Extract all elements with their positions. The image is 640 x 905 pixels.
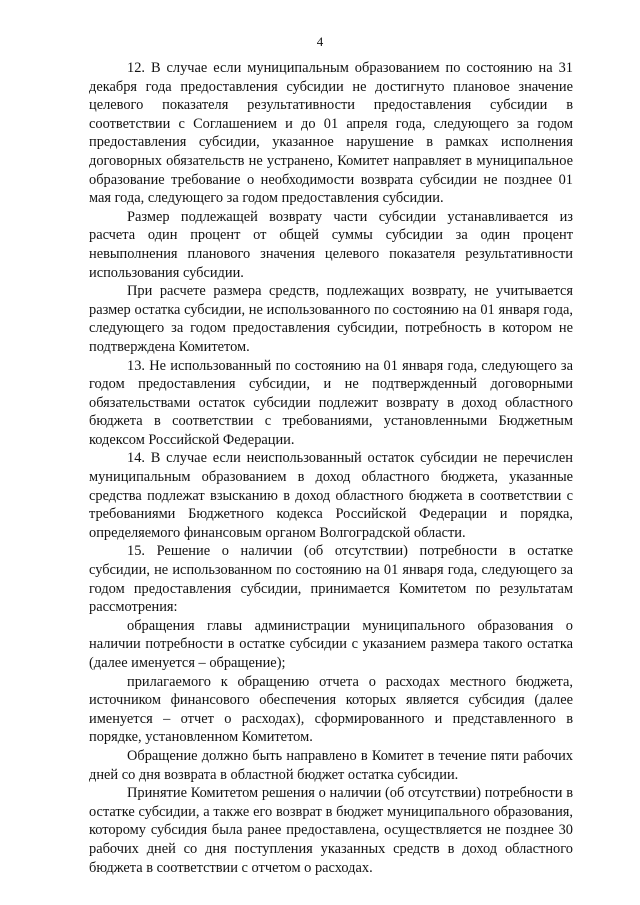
page-number: 4 [316, 34, 324, 49]
paragraph-decision: Принятие Комитетом решения о наличии (об отсутствии) потребности в остатке субсидии, а также его возврат в бюджет муниципального образования, которому субсидия была ранее предоставлена, осуществляется не позднее 30 рабочих дней со дня поступления указанных средств в доход областного бюджета в соответствии с отчетом о расходах. [89, 785, 573, 876]
paragraph-refund-calculation: При расчете размера средств, подлежащих возврату, не учитывается размер остатка субсидии, не использованного по состоянию на 01 января года, следующего за годом предоставления субсидии, потребность в котором не подтверждена Комитетом. [89, 283, 573, 355]
paragraph-14: 14. В случае если неиспользованный остаток субсидии не перечислен муниципальным образованием в доход областного бюджета, указанные средства подлежат взысканию в доход областного бюджета в соответствии с требованиями Бюджетного кодекса Российской Федерации и порядка, определяемого финансовым органом Волгоградской области. [89, 450, 573, 541]
document-body [89, 59, 573, 877]
paragraph-expense-report: прилагаемого к обращению отчета о расходах местного бюджета, источником финансового обеспечения которых является субсидия (далее именуется – отчет о расходах), сформированного и представленного в порядке, установленном Комитетом. [89, 673, 573, 746]
paragraph-appeal: обращения главы администрации муниципального образования о наличии потребности в остатке субсидии с указанием размера такого остатка (далее именуется – обращение); [89, 617, 573, 671]
paragraph-appeal-deadline: Обращение должно быть направлено в Комитет в течение пяти рабочих дней со дня возврата в областной бюджет остатка субсидии. [89, 747, 573, 783]
paragraph-12: 12. В случае если муниципальным образованием по состоянию на 31 декабря года предоставления субсидии не достигнуто плановое значение целевого показателя результативности предоставления субсидии в соответствии с Соглашением и до 01 апреля года, следующего за годом предоставления субсидии, указанное нарушение в рамках исполнения договорных обязательств не устранено, Комитет направляет в муниципальное образование требование о необходимости возврата субсидии не позднее 01 мая года, следующего за годом предоставления субсидии. [89, 60, 573, 207]
paragraph-15: 15. Решение о наличии (об отсутствии) потребности в остатке субсидии, не использованном по состоянию на 01 января года, следующего за годом предоставления субсидии, принимается Комитетом по результатам рассмотрения: [89, 543, 573, 616]
paragraph-refund-size: Размер подлежащей возврату части субсидии устанавливается из расчета один процент от общей суммы субсидии за один процент невыполнения планового значения целевого показателя результативности использования субсидии. [89, 208, 573, 281]
paragraph-13: 13. Не использованный по состоянию на 01 января года, следующего за годом предоставления субсидии, и не подтвержденный договорными обязательствами остаток субсидии подлежит возврату в доход областного бюджета в соответствии с требованиями, установленными Бюджетным кодексом Российской Федерации. [89, 357, 573, 448]
